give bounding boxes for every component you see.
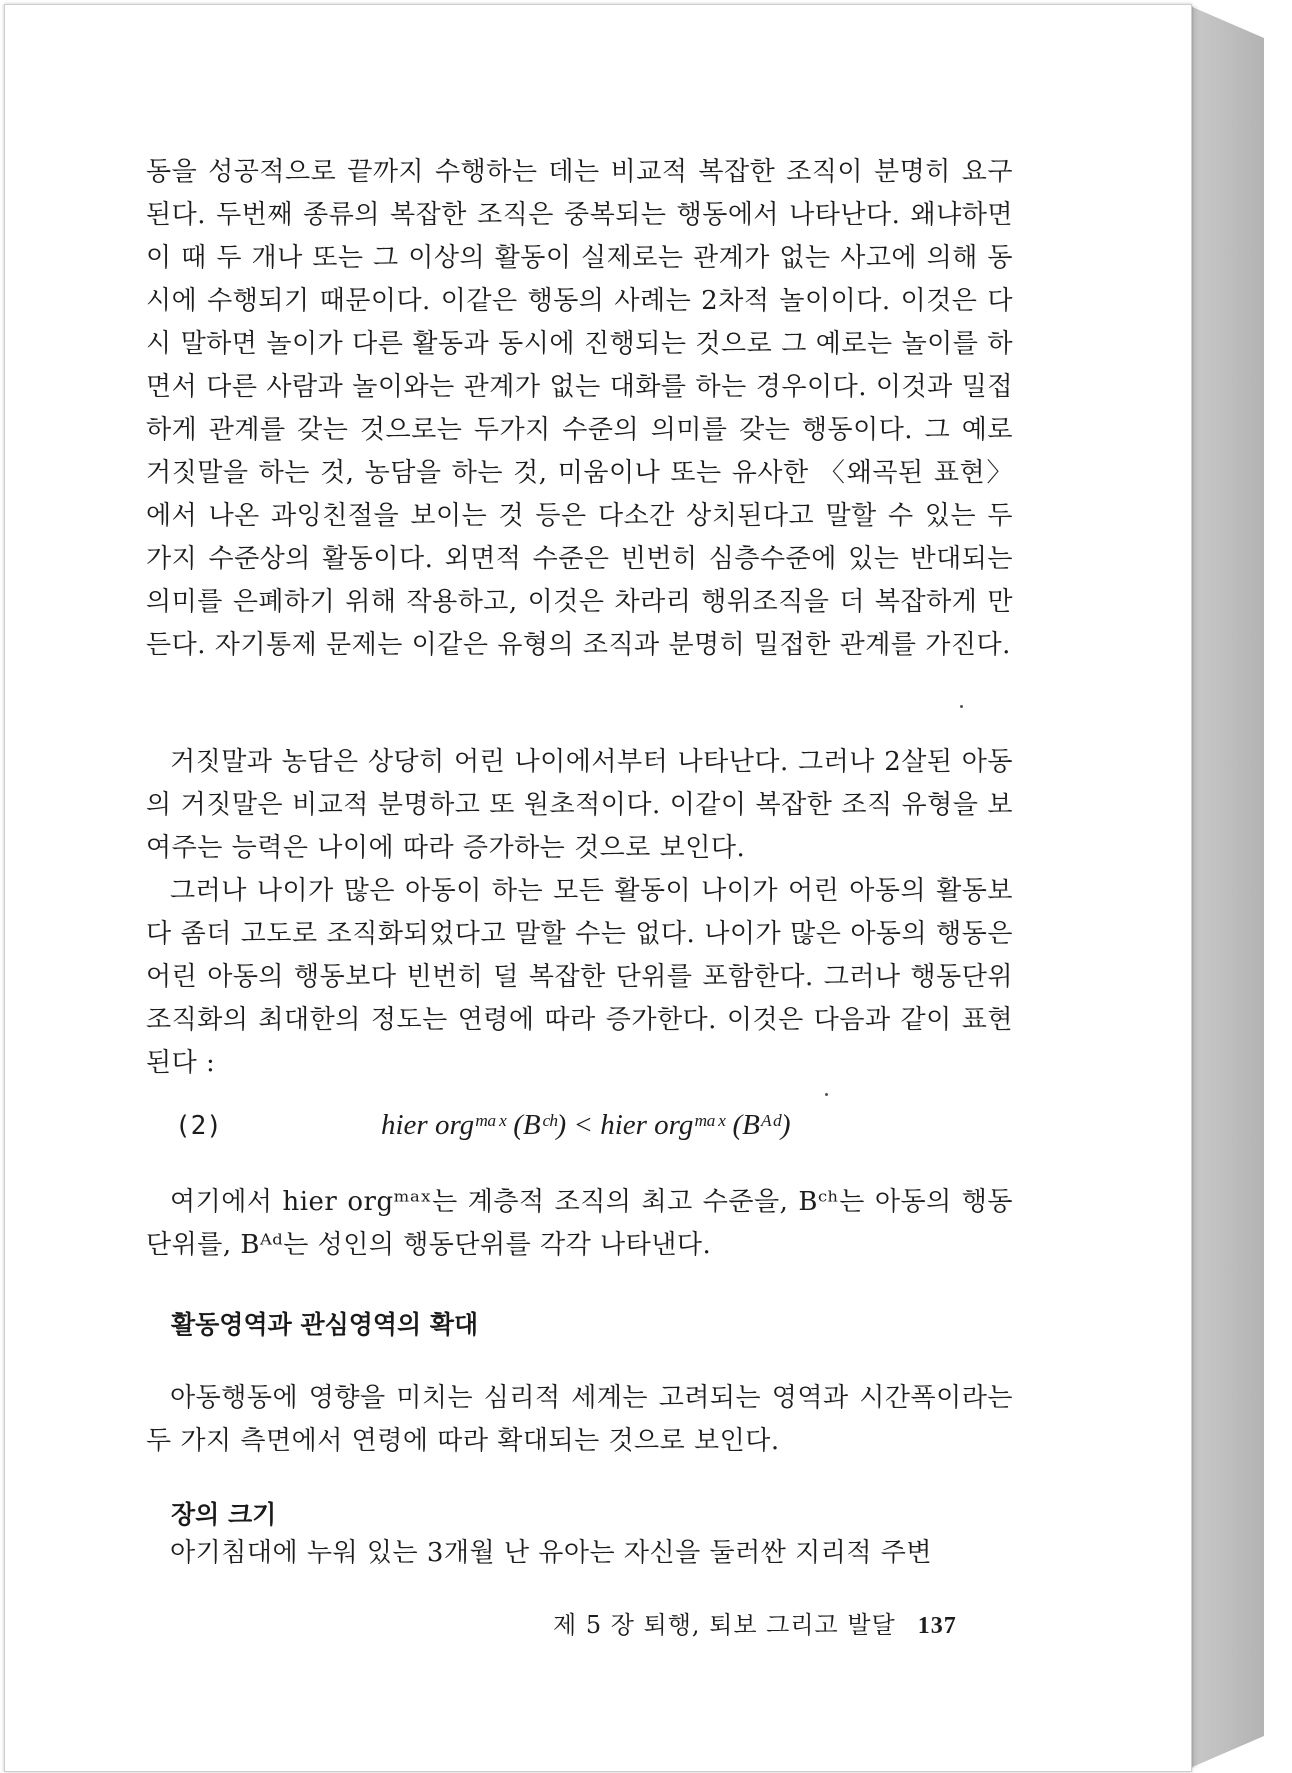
page-footer [553, 1605, 957, 1640]
paragraph-2 [146, 741, 1013, 870]
book-page [4, 4, 1192, 1772]
paragraph-6-text: 아기침대에 누워 있는 3개월 난 유아는 자신을 둘러싼 지리적 주변 [170, 1538, 932, 1568]
paragraph-5 [146, 1377, 1013, 1463]
page-number: 137 [917, 1613, 957, 1639]
paragraph-1-text: 동을 성공적으로 끝까지 수행하는 데는 비교적 복잡한 조직이 분명히 요구된다. 두번째 종류의 복잡한 조직은 중복되는 행동에서 나타난다. 왜냐하면 이 때 두 개나 또는 그 이상의 활동이 실제로는 관계가 없는 사고에 의해 동시에 수행되기 때문이다. 이같은 행동의 사례는 2차적 놀이이다. 이것은 다시 말하면 놀이가 다른 활동과 동시에 진행되는 것으로 그 예로는 놀이를 하면서 다른 사람과 놀이와는 관계가 없는 대화를 하는 경우이다. 이것과 밀접하게 관계를 갖는 것으로는 두가지 수준의 의미를 갖는 행동이다. 그 예로 거짓말을 하는 것, 농담을 하는 것, 미움이나 또는 유사한 〈왜곡된 표현〉에서 나온 과잉친절을 보이는 것 등은 다소간 상치된다고 말할 수 있는 두 가지 수준상의 활동이다. 외면적 수준은 빈번히 심층수준에 있는 반대되는 의미를 은폐하기 위해 작용하고, 이것은 차라리 행위조직을 더 복잡하게 만든다. 자기통제 문제는 이같은 유형의 조직과 분명히 밀접한 관계를 가진다. [146, 157, 1013, 660]
formula [175, 1105, 975, 1149]
paragraph-3 [146, 870, 1013, 1085]
paragraph-4-text: 여기에서 hier orgᵐᵃˣ는 계층적 조직의 최고 수준을, Bᶜʰ는 아동의 행동단위를, Bᴬᵈ는 성인의 행동단위를 각각 나타낸다. [146, 1187, 1013, 1260]
section-heading: 활동영역과 관심영역의 확대 [171, 1310, 479, 1339]
formula-number: (2) [175, 1111, 222, 1141]
scan-speck [960, 705, 963, 708]
subsection-heading: 장의 크기 [171, 1500, 277, 1529]
chapter-title: 제 5 장 퇴행, 퇴보 그리고 발달 [553, 1611, 896, 1639]
paragraph-3-text: 그러나 나이가 많은 아동이 하는 모든 활동이 나이가 어린 아동의 활동보다 좀더 고도로 조직화되었다고 말할 수는 없다. 나이가 많은 아동의 행동은 어린 아동의 행동보다 빈번히 덜 복잡한 단위를 포함한다. 그러나 행동단위 조직화의 최대한의 정도는 연령에 따라 증가한다. 이것은 다음과 같이 표현된다 : [146, 876, 1013, 1078]
formula-expression: hier orgᵐᵃˣ (Bᶜʰ) < hier orgᵐᵃˣ (Bᴬᵈ) [381, 1109, 791, 1141]
book-page-edge [1190, 6, 1264, 1768]
paragraph-1 [146, 151, 1013, 667]
scan-speck [825, 1093, 828, 1096]
paragraph-6 [146, 1532, 1013, 1575]
paragraph-2-text: 거짓말과 농담은 상당히 어린 나이에서부터 나타난다. 그러나 2살된 아동의 거짓말은 비교적 분명하고 또 원초적이다. 이같이 복잡한 조직 유형을 보여주는 능력은 나이에 따라 증가하는 것으로 보인다. [146, 747, 1013, 863]
paragraph-5-text: 아동행동에 영향을 미치는 심리적 세계는 고려되는 영역과 시간폭이라는 두 가지 측면에서 연령에 따라 확대되는 것으로 보인다. [146, 1383, 1013, 1456]
paragraph-4 [146, 1181, 1013, 1267]
